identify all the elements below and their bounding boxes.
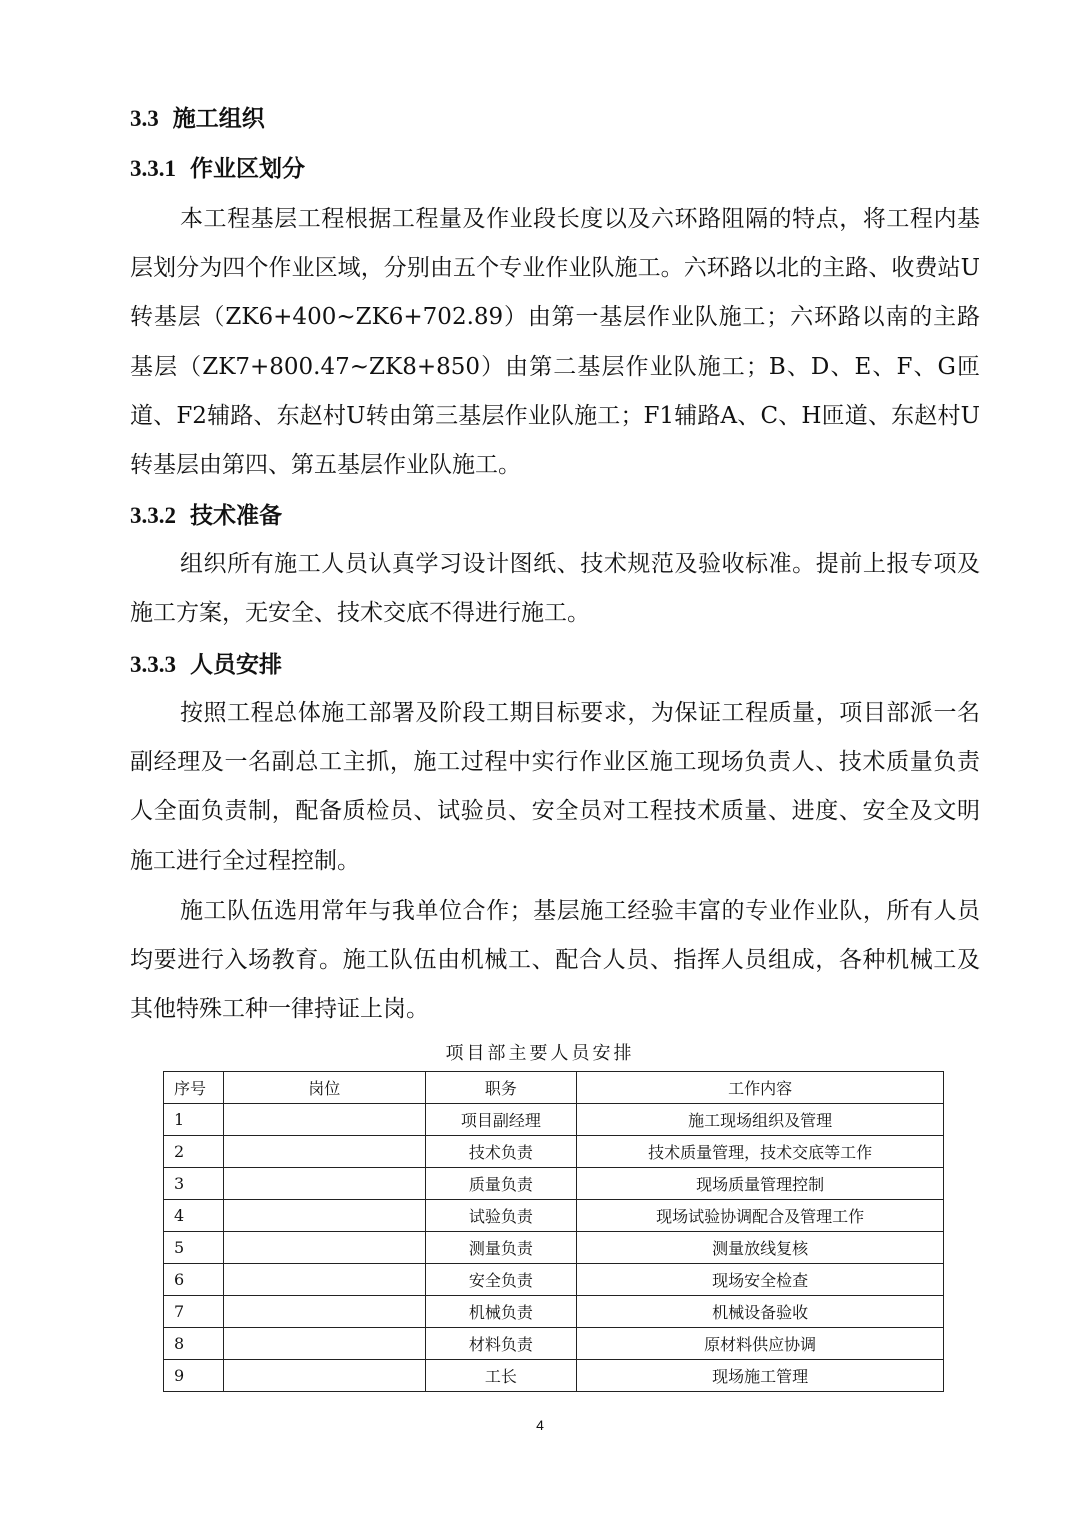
table-row [164, 1360, 944, 1392]
table-row [164, 1200, 944, 1232]
subsection-number: 3.3.3 [130, 652, 176, 677]
cell-work: 现场质量管理控制 [577, 1168, 944, 1200]
cell-position [223, 1360, 425, 1392]
cell-position [223, 1232, 425, 1264]
cell-seq: 8 [164, 1328, 224, 1360]
cell-duty: 项目副经理 [425, 1104, 577, 1136]
table-row [164, 1328, 944, 1360]
table-row [164, 1104, 944, 1136]
cell-duty: 机械负责 [425, 1296, 577, 1328]
staff-table [163, 1071, 944, 1392]
cell-duty: 工长 [425, 1360, 577, 1392]
table-row [164, 1232, 944, 1264]
cell-duty: 安全负责 [425, 1264, 577, 1296]
cell-seq: 1 [164, 1104, 224, 1136]
table-row [164, 1168, 944, 1200]
cell-work: 现场安全检查 [577, 1264, 944, 1296]
table-header-row [164, 1072, 944, 1104]
table-row [164, 1264, 944, 1296]
cell-position [223, 1104, 425, 1136]
paragraph-work-zones: 本工程基层工程根据工程量及作业段长度以及六环路阻隔的特点，将工程内基层划分为四个作业区域，分别由五个专业作业队施工。六环路以北的主路、收费站U转基层（ZK6+400~ZK6+702.89）由第一基层作业队施工；六环路以南的主路基层（ZK7+800.47~ZK8+850）由第二基层作业队施工；B、D、E、F、G匝道、F2辅路、东赵村U转由第三基层作业队施工；F1辅路A、C、H匝道、东赵村U转基层由第四、第五基层作业队施工。 [130, 206, 980, 479]
cell-work: 现场试验协调配合及管理工作 [577, 1200, 944, 1232]
cell-duty: 技术负责 [425, 1136, 577, 1168]
table-row [164, 1136, 944, 1168]
cell-work: 施工现场组织及管理 [577, 1104, 944, 1136]
header-seq: 序号 [164, 1072, 224, 1104]
subsection-title: 人员安排 [190, 651, 282, 678]
table-caption: 项目部主要人员安排 [445, 1043, 635, 1064]
cell-position [223, 1200, 425, 1232]
section-title: 施工组织 [172, 105, 265, 132]
subsection-number: 3.3.1 [130, 156, 176, 181]
cell-work: 测量放线复核 [577, 1232, 944, 1264]
cell-seq: 3 [164, 1168, 224, 1200]
cell-duty: 测量负责 [425, 1232, 577, 1264]
page-number: 4 [536, 1417, 544, 1433]
cell-duty: 材料负责 [425, 1328, 577, 1360]
cell-seq: 5 [164, 1232, 224, 1264]
cell-seq: 2 [164, 1136, 224, 1168]
header-position: 岗位 [223, 1072, 425, 1104]
cell-seq: 7 [164, 1296, 224, 1328]
section-heading [130, 103, 265, 135]
table-row [164, 1296, 944, 1328]
subsection-title: 技术准备 [190, 502, 282, 529]
subsection-title: 作业区划分 [190, 155, 305, 182]
subsection-number: 3.3.2 [130, 503, 176, 528]
cell-position [223, 1328, 425, 1360]
subsection-heading-1 [130, 153, 305, 185]
paragraph-staffing-1: 按照工程总体施工部署及阶段工期目标要求，为保证工程质量，项目部派一名副经理及一名副总工主抓，施工过程中实行作业区施工现场负责人、技术质量负责人全面负责制，配备质检员、试验员、安全员对工程技术质量、进度、安全及文明施工进行全过程控制。 [130, 700, 980, 874]
cell-work: 现场施工管理 [577, 1360, 944, 1392]
cell-position [223, 1264, 425, 1296]
section-number: 3.3 [130, 106, 159, 131]
paragraph-technical-prep: 组织所有施工人员认真学习设计图纸、技术规范及验收标准。提前上报专项及施工方案，无安全、技术交底不得进行施工。 [130, 551, 980, 627]
subsection-heading-3 [130, 649, 282, 681]
cell-position [223, 1136, 425, 1168]
cell-position [223, 1296, 425, 1328]
paragraph-staffing-2: 施工队伍选用常年与我单位合作；基层施工经验丰富的专业作业队，所有人员均要进行入场教育。施工队伍由机械工、配合人员、指挥人员组成，各种机械工及其他特殊工种一律持证上岗。 [130, 898, 980, 1023]
header-duty: 职务 [425, 1072, 577, 1104]
cell-seq: 6 [164, 1264, 224, 1296]
subsection-heading-2 [130, 500, 282, 532]
cell-seq: 4 [164, 1200, 224, 1232]
cell-position [223, 1168, 425, 1200]
cell-duty: 质量负责 [425, 1168, 577, 1200]
cell-work: 原材料供应协调 [577, 1328, 944, 1360]
cell-duty: 试验负责 [425, 1200, 577, 1232]
header-work: 工作内容 [577, 1072, 944, 1104]
cell-seq: 9 [164, 1360, 224, 1392]
cell-work: 机械设备验收 [577, 1296, 944, 1328]
cell-work: 技术质量管理，技术交底等工作 [577, 1136, 944, 1168]
